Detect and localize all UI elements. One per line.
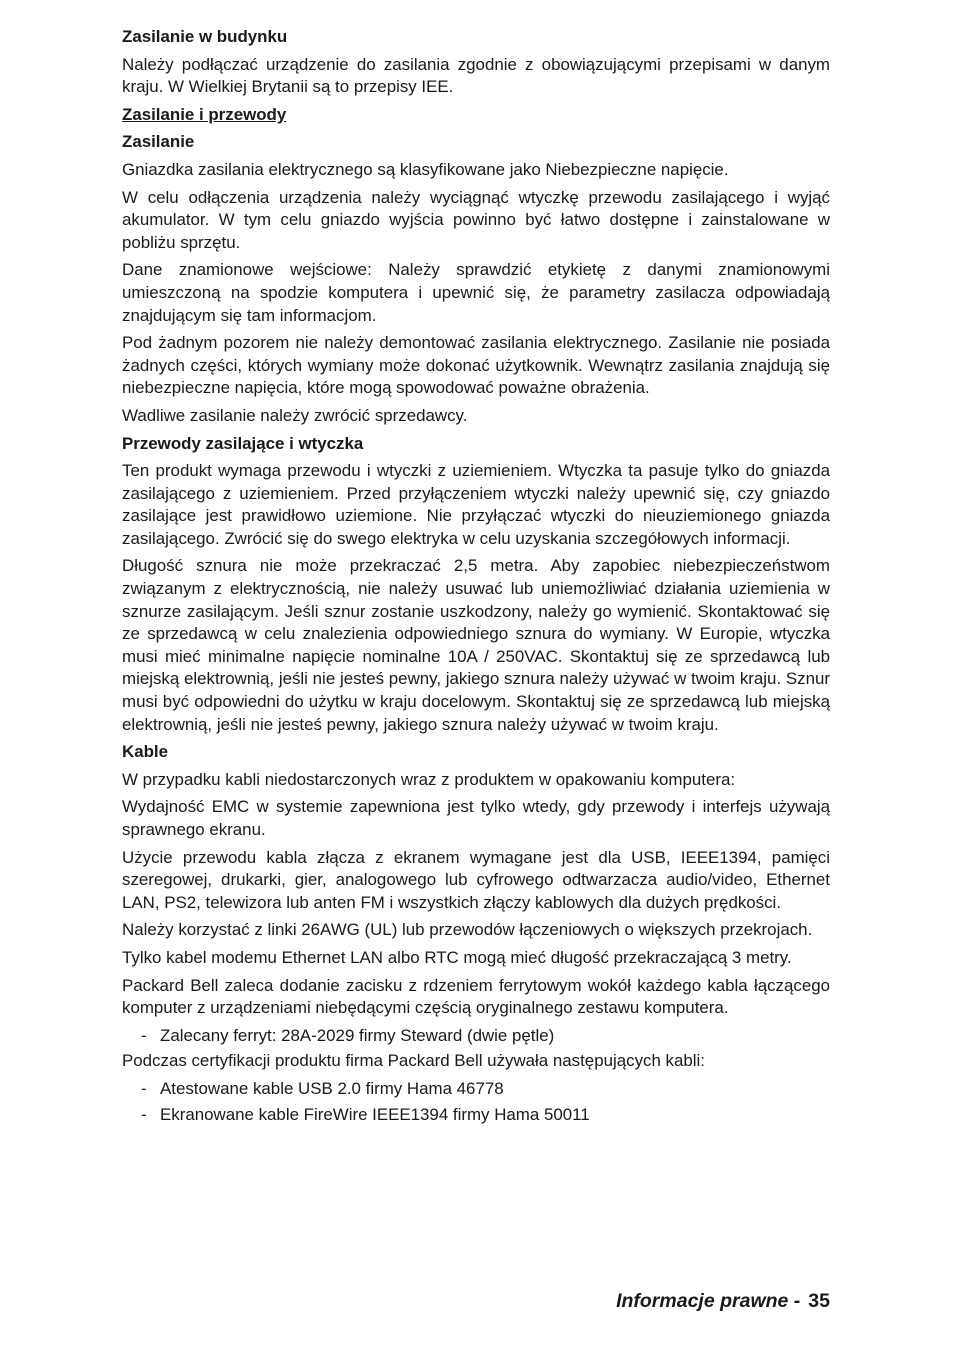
list-item: [122, 1078, 830, 1101]
paragraph: Tylko kabel modemu Ethernet LAN albo RTC mogą mieć długość przekraczającą 3 metry.: [122, 947, 792, 967]
document-body: [122, 26, 830, 1129]
paragraph: Użycie przewodu kabla złącza z ekranem wymagane jest dla USB, IEEE1394, pamięci szeregowej, drukarki, gier, analogowego lub cyfrowego odtwarzacza audio/video, Ethernet LAN, PS2, telewizora lub anten FM i wszystkich złączy kablowych dla dużych prędkości.: [122, 847, 830, 912]
list-item: [122, 1025, 830, 1048]
paragraph: Ten produkt wymaga przewodu i wtyczki z uziemieniem. Wtyczka ta pasuje tylko do gniazda zasilającego z uziemieniem. Przed przyłączeniem wtyczki należy upewnić się, czy gniazdo zasilające jest prawidłowo uziemione. Nie przyłączać wtyczki do nieuziemionego gniazda zasilającego. Zwrócić się do swego elektryka w celu uzyskania szczegółowych informacji.: [122, 461, 830, 548]
paragraph: Wydajność EMC w systemie zapewniona jest tylko wtedy, gdy przewody i interfejs używają sprawnego ekranu.: [122, 797, 830, 839]
paragraph: Wadliwe zasilanie należy zwrócić sprzedawcy.: [122, 405, 468, 425]
list-item-text: Atestowane kable USB 2.0 firmy Hama 46778: [160, 1078, 504, 1098]
list-dash: -: [141, 1025, 147, 1045]
paragraph: Podczas certyfikacji produktu firma Packard Bell używała następujących kabli:: [122, 1051, 705, 1071]
subsection-heading: Zasilanie: [122, 132, 195, 152]
list-dash: -: [141, 1104, 147, 1124]
list-item-text: Ekranowane kable FireWire IEEE1394 firmy Hama 50011: [160, 1104, 590, 1124]
paragraph: Gniazdka zasilania elektrycznego są klasyfikowane jako Niebezpieczne napięcie.: [122, 159, 729, 179]
paragraph: Packard Bell zaleca dodanie zacisku z rdzeniem ferrytowym wokół każdego kabla łączącego komputer z urządzeniami niebędącymi częścią oryginalnego zestawu komputera.: [122, 975, 830, 1018]
paragraph: Pod żadnym pozorem nie należy demontować zasilania elektrycznego. Zasilanie nie posiada żadnych części, których wymiany może dokonać użytkownik. Wewnątrz zasilania znajdują się niebezpieczne napięcia, które mogą spowodować poważne obrażenia.: [122, 333, 830, 398]
list-dash: -: [141, 1078, 147, 1098]
section-heading: Zasilanie i przewody: [122, 104, 287, 124]
section-heading: Zasilanie w budynku: [122, 27, 288, 46]
paragraph: W celu odłączenia urządzenia należy wyciągnąć wtyczkę przewodu zasilającego i wyjąć akumulator. W tym celu gniazdo wyjścia powinno być łatwo dostępne i zainstalowane w pobliżu sprzętu.: [122, 187, 830, 252]
page-footer: [616, 1290, 830, 1313]
page-number: 35: [808, 1290, 830, 1312]
paragraph: Długość sznura nie może przekraczać 2,5 metra. Aby zapobiec niebezpieczeństwom związanym z elektrycznością, nie należy usuwać lub uniemożliwiać działania uziemienia w sznurze zasilającym. Jeśli sznur zostanie uszkodzony, należy go wymienić. Skontaktować się ze sprzedawcą w celu znalezienia odpowiedniego sznura do wymiany. W Europie, wtyczka musi mieć minimalne napięcie nominalne 10A / 250VAC. Skontaktuj się ze sprzedawcą lub miejską elektrownią, jeśli nie jesteś pewny, jakiego sznura należy używać w twoim kraju. Sznur musi być odpowiedni do użytku w kraju docelowym. Skontaktuj się ze sprzedawcą lub miejską elektrownią, jeśli nie jesteś pewny, jakiego sznura należy używać w twoim kraju.: [122, 556, 830, 734]
paragraph: Należy podłączać urządzenie do zasilania zgodnie z obowiązującymi przepisami w danym kraju. W Wielkiej Brytanii są to przepisy IEE.: [122, 54, 830, 97]
list-item: [122, 1104, 830, 1127]
paragraph: W przypadku kabli niedostarczonych wraz z produktem w opakowaniu komputera:: [122, 769, 736, 789]
list-item-text: Zalecany ferryt: 28A-2029 firmy Steward (dwie pętle): [160, 1025, 555, 1045]
subsection-heading: Przewody zasilające i wtyczka: [122, 433, 364, 453]
subsection-heading: Kable: [122, 742, 168, 762]
footer-title: Informacje prawne -: [616, 1290, 801, 1312]
paragraph: Dane znamionowe wejściowe: Należy sprawdzić etykietę z danymi znamionowymi umieszczoną na spodzie komputera i upewnić się, że parametry zasilacza odpowiadają znajdującym się tam informacjom.: [122, 260, 830, 325]
paragraph: Należy korzystać z linki 26AWG (UL) lub przewodów łączeniowych o większych przekrojach.: [122, 920, 813, 940]
